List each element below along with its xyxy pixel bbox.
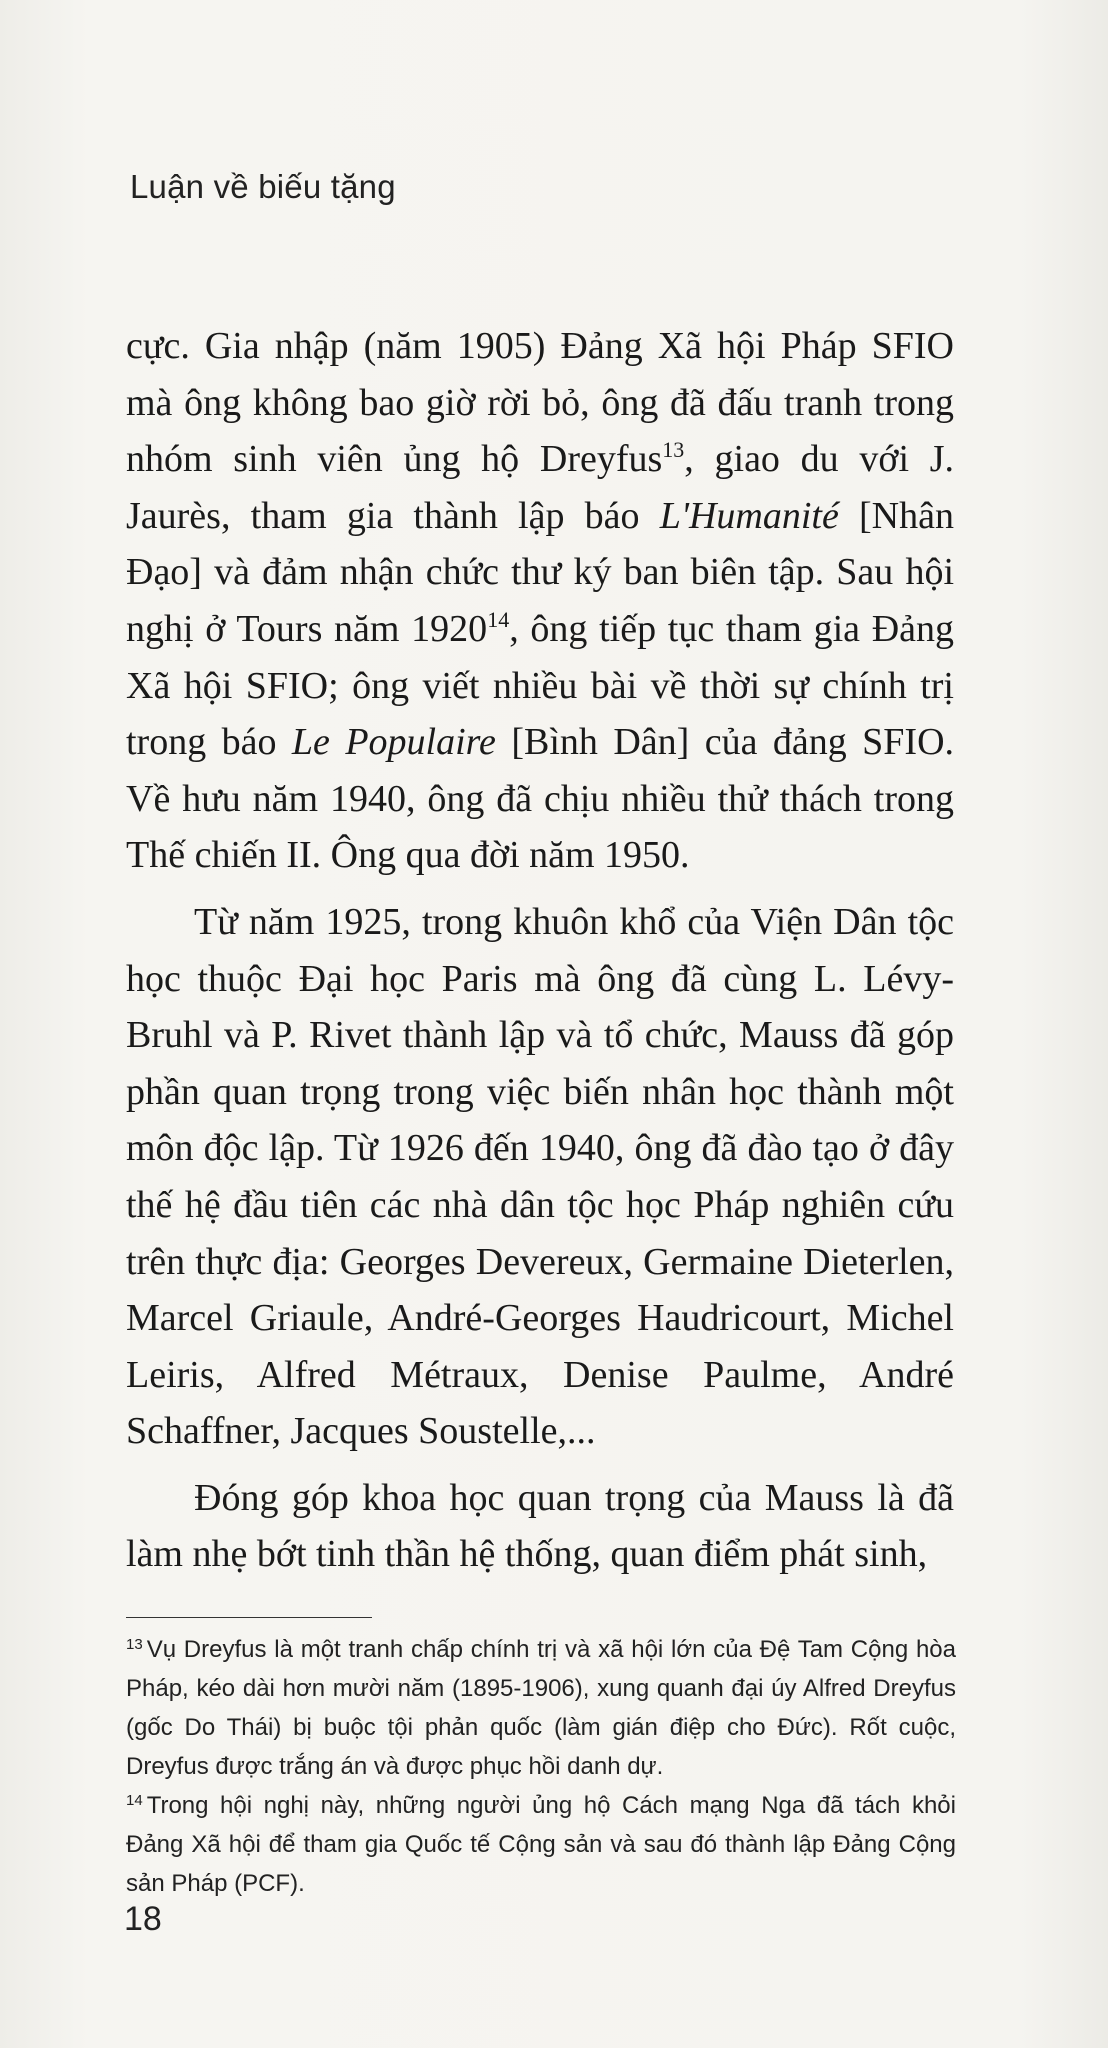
paragraph-2: Từ năm 1925, trong khuôn khổ của Viện Dân tộc học thuộc Đại học Paris mà ông đã cùng L. Lévy-Bruhl và P. Rivet thành lập và tổ chức, Mauss đã góp phần quan trọng trong việc biến nhân học thành một môn độc lập. Từ 1926 đến 1940, ông đã đào tạo ở đây thế hệ đầu tiên các nhà dân tộc học Pháp nghiên cứu trên thực địa: Georges Devereux, Germaine Dieterlen, Marcel Griaule, André-Georges Haudricourt, Michel Leiris, Alfred Métraux, Denise Paulme, André Schaffner, Jacques Soustelle,... (126, 900, 954, 1453)
newspaper-title-populaire: Le Populaire (291, 721, 496, 764)
footnote-text: Trong hội nghị này, những người ủng hộ Cách mạng Nga đã tách khỏi Đảng Xã hội để tham gia Quốc tế Cộng sản và sau đó thành lập Đảng Cộng sản Pháp (PCF). (126, 1792, 956, 1897)
body-text (126, 318, 954, 1583)
footnote-text: Vụ Dreyfus là một tranh chấp chính trị và xã hội lớn của Đệ Tam Cộng hòa Pháp, kéo dài hơn mười năm (1895-1906), xung quanh đại úy Alfred Dreyfus (gốc Do Thái) bị buộc tội phản quốc (làm gián điệp cho Đức). Rốt cuộc, Dreyfus được trắng án và được phục hồi danh dự. (126, 1636, 956, 1780)
footnotes (126, 1630, 956, 1903)
footnote-ref-14: 14 (487, 606, 510, 632)
paragraph-1-text-d: , ông tiếp tục tham gia Đảng Xã hội SFIO; ông viết nhiều bài về thời sự chính trị trong báo (126, 607, 954, 764)
footnote-number: 13 (126, 1636, 143, 1653)
paragraph-1 (126, 318, 954, 884)
paragraph-1-text-e: [Bình Dân] của đảng SFIO. Về hưu năm 1940, ông đã chịu nhiều thử thách trong Thế chiến II. Ông qua đời năm 1950. (126, 721, 955, 877)
newspaper-title-humanite: L'Humanité (659, 494, 839, 537)
footnote-number: 14 (126, 1792, 143, 1809)
paragraph-1-text-c: [Nhân Đạo] và đảm nhận chức thư ký ban biên tập. Sau hội nghị ở Tours năm 1920 (126, 494, 954, 650)
footnote-separator (126, 1617, 372, 1618)
running-head: Luận về biếu tặng (130, 168, 396, 205)
footnote-ref-13: 13 (662, 437, 685, 463)
footnote-14 (126, 1786, 956, 1903)
paragraph-1-text-b: , giao du với J. Jaurès, tham gia thành lập báo (126, 438, 955, 537)
paragraph-1-text-a: cực. Gia nhập (năm 1905) Đảng Xã hội Pháp SFIO mà ông không bao giờ rời bỏ, ông đã đấu tranh trong nhóm sinh viên ủng hộ Dreyfus (126, 325, 954, 481)
paragraph-3: Đóng góp khoa học quan trọng của Mauss là đã làm nhẹ bớt tinh thần hệ thống, quan điểm phát sinh, (126, 1476, 954, 1576)
page-number: 18 (124, 1900, 162, 1938)
footnote-13 (126, 1630, 956, 1786)
